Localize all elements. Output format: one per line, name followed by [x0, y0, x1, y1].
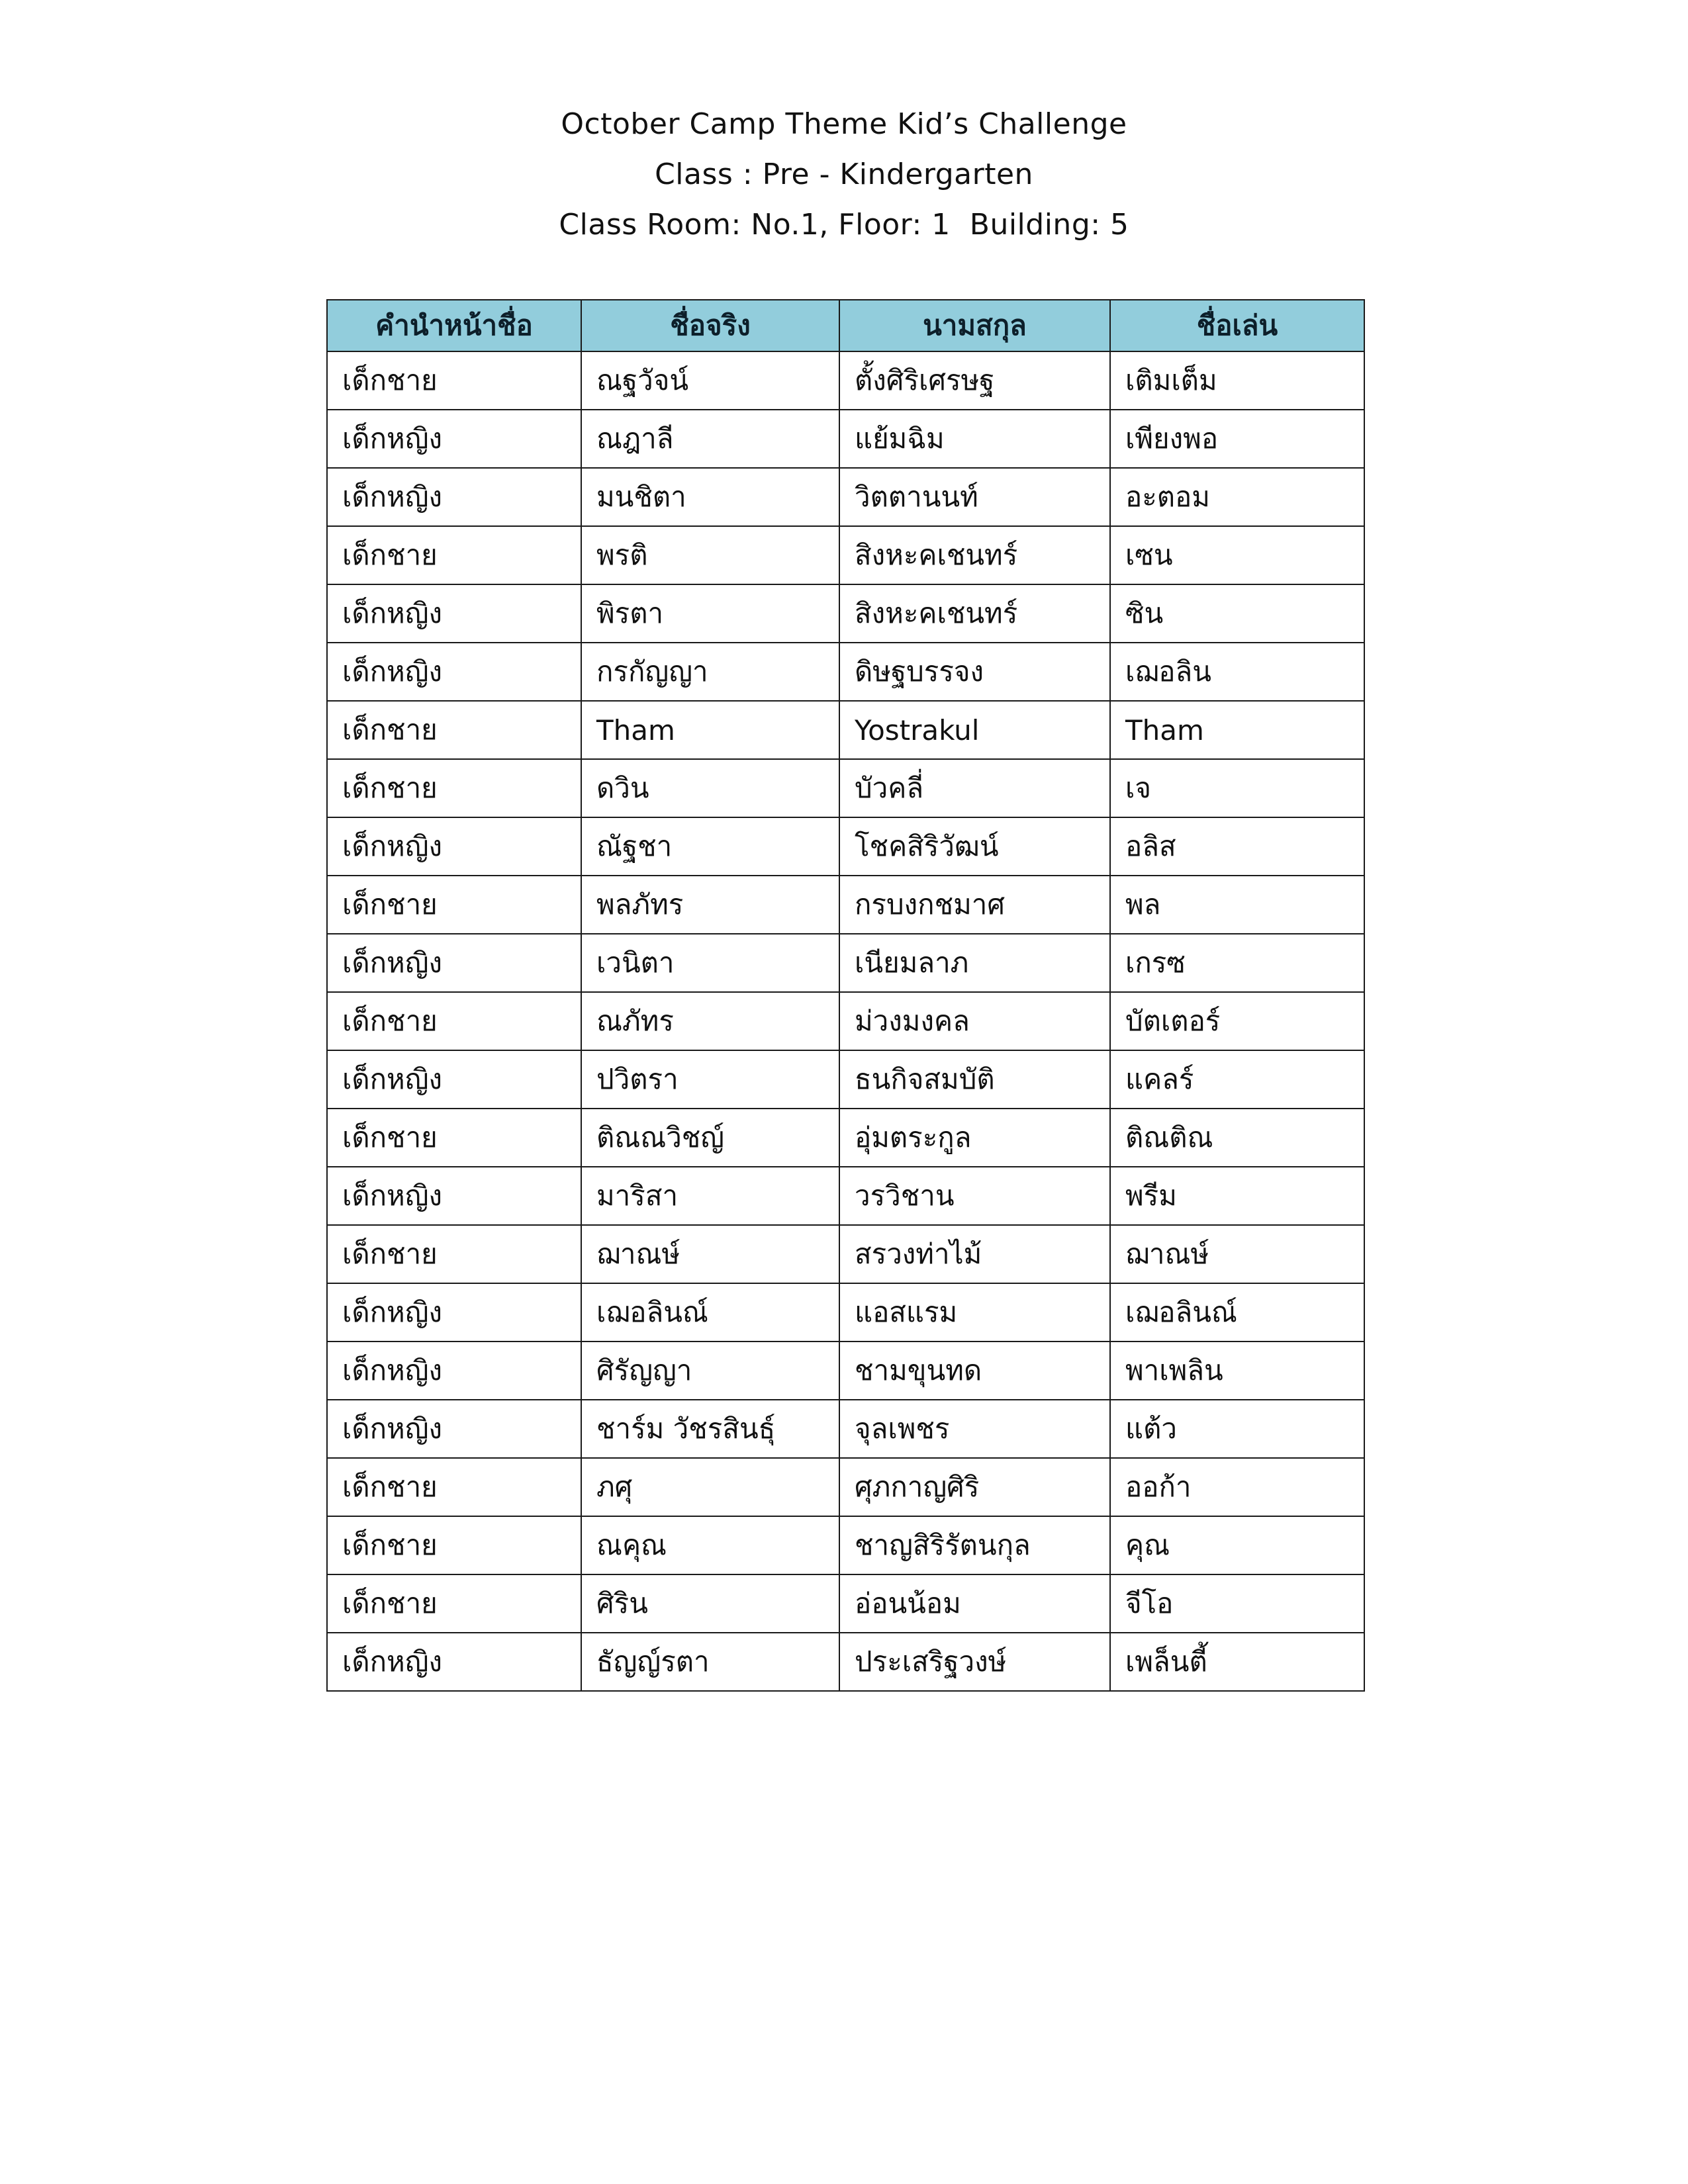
- cell-nickname: Tham: [1110, 701, 1364, 759]
- cell-last-name: จุลเพชร: [839, 1400, 1110, 1458]
- cell-nickname: อลิส: [1110, 817, 1364, 876]
- student-roster-table: [326, 299, 1365, 1692]
- cell-nickname: เกรซ: [1110, 934, 1364, 992]
- cell-prefix: เด็กหญิง: [327, 817, 581, 876]
- column-header-nickname: ชื่อเล่น: [1110, 300, 1364, 351]
- table-row: [327, 876, 1364, 934]
- cell-last-name: อุ่มตระกูล: [839, 1109, 1110, 1167]
- cell-first-name: เฌอลินณ์: [581, 1283, 839, 1342]
- cell-prefix: เด็กชาย: [327, 759, 581, 817]
- cell-last-name: อ่อนน้อม: [839, 1574, 1110, 1633]
- cell-first-name: ณภัทร: [581, 992, 839, 1050]
- table-row: [327, 1516, 1364, 1574]
- table-row: [327, 584, 1364, 643]
- cell-nickname: อะตอม: [1110, 468, 1364, 526]
- table-row: [327, 934, 1364, 992]
- cell-last-name: วิตตานนท์: [839, 468, 1110, 526]
- cell-last-name: กรบงกชมาศ: [839, 876, 1110, 934]
- cell-nickname: เติมเต็ม: [1110, 351, 1364, 410]
- cell-nickname: พล: [1110, 876, 1364, 934]
- cell-first-name: Tham: [581, 701, 839, 759]
- table-row: [327, 351, 1364, 410]
- table-row: [327, 1109, 1364, 1167]
- cell-prefix: เด็กหญิง: [327, 934, 581, 992]
- cell-nickname: จีโอ: [1110, 1574, 1364, 1633]
- table-row: [327, 1400, 1364, 1458]
- cell-nickname: เจ: [1110, 759, 1364, 817]
- table-row: [327, 1574, 1364, 1633]
- column-header-prefix: คำนำหน้าชื่อ: [327, 300, 581, 351]
- cell-last-name: บัวคลี่: [839, 759, 1110, 817]
- table-row: [327, 992, 1364, 1050]
- table-row: [327, 468, 1364, 526]
- cell-last-name: Yostrakul: [839, 701, 1110, 759]
- table-row: [327, 817, 1364, 876]
- cell-first-name: ติณณวิชญ์: [581, 1109, 839, 1167]
- cell-nickname: ออก้า: [1110, 1458, 1364, 1516]
- cell-first-name: ศิริน: [581, 1574, 839, 1633]
- column-header-first-name: ชื่อจริง: [581, 300, 839, 351]
- cell-prefix: เด็กชาย: [327, 1516, 581, 1574]
- table-row: [327, 410, 1364, 468]
- cell-first-name: ปวิตรา: [581, 1050, 839, 1109]
- cell-first-name: มาริสา: [581, 1167, 839, 1225]
- table-row: [327, 1167, 1364, 1225]
- cell-first-name: ณฐวัจน์: [581, 351, 839, 410]
- cell-last-name: ชามขุนทด: [839, 1342, 1110, 1400]
- cell-first-name: ศิรัญญา: [581, 1342, 839, 1400]
- cell-last-name: สิงหะคเชนทร์: [839, 584, 1110, 643]
- cell-first-name: ธัญญ์รตา: [581, 1633, 839, 1691]
- cell-nickname: คุณ: [1110, 1516, 1364, 1574]
- cell-prefix: เด็กหญิง: [327, 1633, 581, 1691]
- table-body: [327, 351, 1364, 1691]
- cell-first-name: มนชิตา: [581, 468, 839, 526]
- cell-last-name: โชคสิริวัฒน์: [839, 817, 1110, 876]
- cell-prefix: เด็กชาย: [327, 1109, 581, 1167]
- cell-prefix: เด็กหญิง: [327, 1167, 581, 1225]
- cell-prefix: เด็กหญิง: [327, 468, 581, 526]
- table-row: [327, 1283, 1364, 1342]
- cell-last-name: ดิษฐบรรจง: [839, 643, 1110, 701]
- cell-nickname: แคลร์: [1110, 1050, 1364, 1109]
- table-row: [327, 701, 1364, 759]
- cell-nickname: พรีม: [1110, 1167, 1364, 1225]
- cell-prefix: เด็กหญิง: [327, 1283, 581, 1342]
- table-row: [327, 759, 1364, 817]
- cell-last-name: เนียมลาภ: [839, 934, 1110, 992]
- table-row: [327, 1225, 1364, 1283]
- table-row: [327, 1342, 1364, 1400]
- cell-nickname: เฌอลิน: [1110, 643, 1364, 701]
- cell-nickname: พาเพลิน: [1110, 1342, 1364, 1400]
- cell-prefix: เด็กชาย: [327, 1458, 581, 1516]
- cell-last-name: ศุภกาญศิริ: [839, 1458, 1110, 1516]
- cell-prefix: เด็กชาย: [327, 992, 581, 1050]
- table-row: [327, 643, 1364, 701]
- cell-last-name: ม่วงมงคล: [839, 992, 1110, 1050]
- column-header-last-name: นามสกุล: [839, 300, 1110, 351]
- cell-prefix: เด็กชาย: [327, 351, 581, 410]
- cell-nickname: ซิน: [1110, 584, 1364, 643]
- cell-first-name: ภศุ: [581, 1458, 839, 1516]
- cell-nickname: เพล็นตี้: [1110, 1633, 1364, 1691]
- cell-first-name: พิรตา: [581, 584, 839, 643]
- cell-nickname: ติณติณ: [1110, 1109, 1364, 1167]
- cell-prefix: เด็กหญิง: [327, 643, 581, 701]
- cell-prefix: เด็กหญิง: [327, 410, 581, 468]
- cell-first-name: ณคุณ: [581, 1516, 839, 1574]
- document-title: October Camp Theme Kid’s Challenge: [561, 107, 1127, 141]
- cell-prefix: เด็กชาย: [327, 1225, 581, 1283]
- cell-first-name: กรกัญญา: [581, 643, 839, 701]
- class-room-info: Class Room: No.1, Floor: 1 Building: 5: [559, 208, 1129, 242]
- cell-last-name: แย้มฉิม: [839, 410, 1110, 468]
- cell-prefix: เด็กหญิง: [327, 1050, 581, 1109]
- table-row: [327, 1050, 1364, 1109]
- table-row: [327, 526, 1364, 584]
- cell-first-name: ฌาณษ์: [581, 1225, 839, 1283]
- cell-last-name: วรวิชาน: [839, 1167, 1110, 1225]
- cell-nickname: ฌาณษ์: [1110, 1225, 1364, 1283]
- cell-first-name: เวนิตา: [581, 934, 839, 992]
- table-row: [327, 1458, 1364, 1516]
- cell-prefix: เด็กชาย: [327, 526, 581, 584]
- cell-prefix: เด็กหญิง: [327, 584, 581, 643]
- cell-prefix: เด็กชาย: [327, 876, 581, 934]
- cell-last-name: แอสแรม: [839, 1283, 1110, 1342]
- cell-prefix: เด็กหญิง: [327, 1400, 581, 1458]
- cell-nickname: เซน: [1110, 526, 1364, 584]
- cell-prefix: เด็กชาย: [327, 701, 581, 759]
- table-header-row: [327, 300, 1364, 351]
- document-header: [0, 99, 1688, 250]
- cell-first-name: ดวิน: [581, 759, 839, 817]
- cell-nickname: บัตเตอร์: [1110, 992, 1364, 1050]
- table-row: [327, 1633, 1364, 1691]
- cell-first-name: ณฎาลี: [581, 410, 839, 468]
- cell-prefix: เด็กหญิง: [327, 1342, 581, 1400]
- cell-first-name: พลภัทร: [581, 876, 839, 934]
- class-level: Class : Pre - Kindergarten: [655, 158, 1033, 191]
- cell-last-name: ตั้งศิริเศรษฐ: [839, 351, 1110, 410]
- cell-last-name: ธนกิจสมบัติ: [839, 1050, 1110, 1109]
- cell-prefix: เด็กชาย: [327, 1574, 581, 1633]
- cell-last-name: สรวงท่าไม้: [839, 1225, 1110, 1283]
- cell-first-name: ณัฐชา: [581, 817, 839, 876]
- cell-last-name: ชาญสิริรัตนกุล: [839, 1516, 1110, 1574]
- cell-nickname: เพียงพอ: [1110, 410, 1364, 468]
- cell-nickname: เฌอลินณ์: [1110, 1283, 1364, 1342]
- cell-first-name: ชาร์ม วัชรสินธุ์: [581, 1400, 839, 1458]
- cell-last-name: ประเสริฐวงษ์: [839, 1633, 1110, 1691]
- cell-last-name: สิงหะคเชนทร์: [839, 526, 1110, 584]
- cell-first-name: พรติ: [581, 526, 839, 584]
- cell-nickname: แต้ว: [1110, 1400, 1364, 1458]
